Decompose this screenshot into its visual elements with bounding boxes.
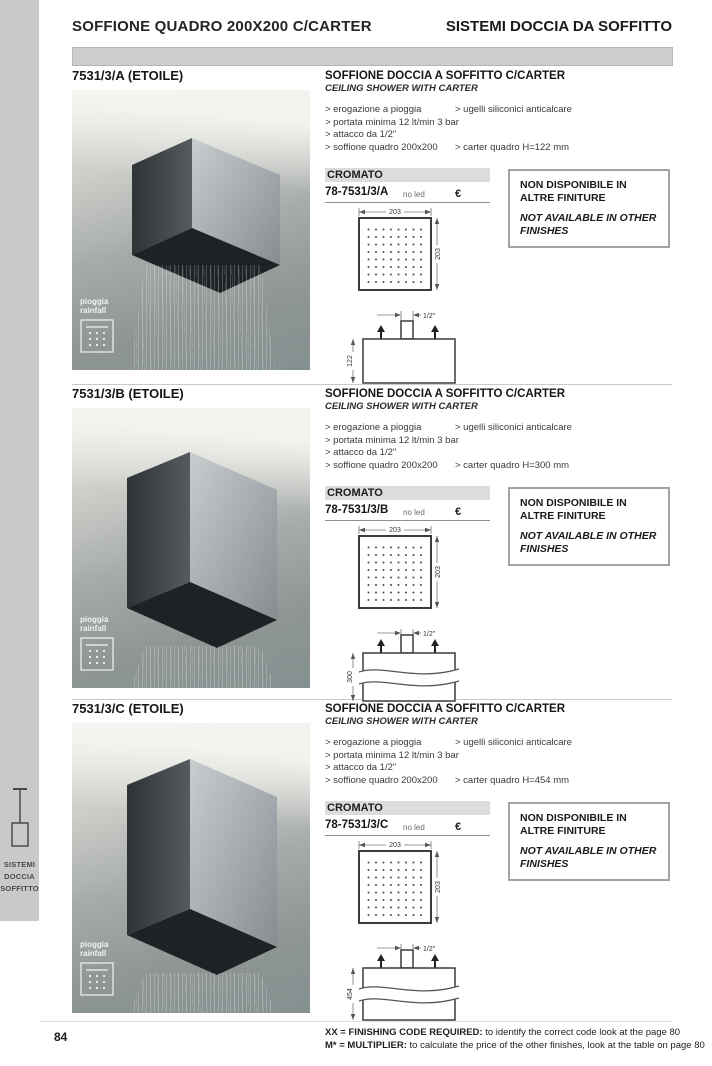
product-photo (72, 90, 310, 370)
feature-item: > soffione quadro 200x200 (325, 141, 438, 153)
product-info-column (325, 70, 672, 367)
footer-legend (325, 1026, 705, 1052)
article-code: 78-7531/3/A (325, 186, 389, 198)
product-subtitle: CEILING SHOWER WITH CARTER (325, 83, 478, 94)
side-view-drawing (343, 625, 473, 705)
availability-box (508, 169, 670, 248)
sidebar-label (0, 859, 39, 895)
legend-text: to calculate the price of the other finishes, look at the table on page 80 (409, 1040, 705, 1051)
dim-connection: 1/2" (423, 631, 436, 638)
led-note: no led (403, 190, 425, 199)
feature-item: > carter quadro H=454 mm (455, 774, 570, 786)
product-info-column (325, 388, 672, 683)
rain-spray (130, 973, 275, 1013)
rain-badge (80, 615, 114, 676)
sidebar-label-line: SISTEMI (3, 860, 36, 869)
sidebar-label-line: SOFFITTO (0, 884, 39, 893)
dim-height: 300 (347, 671, 354, 683)
dim-connection: 1/2" (423, 946, 436, 953)
rain-mode-icon (80, 962, 114, 1001)
dim-depth: 203 (435, 248, 442, 260)
finish-bar: CROMATO (325, 486, 490, 500)
legend-line (325, 1026, 705, 1039)
feature-item: > attacco da 1/2" (325, 762, 397, 773)
feature-item: > attacco da 1/2" (325, 129, 397, 140)
product-section-c (72, 701, 672, 1019)
feature-item: > ugelli siliconici anticalcare (455, 737, 572, 748)
technical-drawing (343, 837, 473, 1024)
product-code-title: 7531/3/B (ETOILE) (72, 386, 184, 401)
price-row (325, 504, 490, 521)
ceiling-shower-icon (7, 786, 33, 850)
article-code: 78-7531/3/C (325, 819, 389, 831)
product-section-a (72, 68, 672, 384)
dim-depth: 203 (435, 881, 442, 893)
finish-bar: CROMATO (325, 168, 490, 182)
availability-it: NON DISPONIBILE IN ALTRE FINITURE (520, 497, 627, 522)
rain-badge (80, 297, 114, 358)
legend-code: M* = MULTIPLIER: (325, 1040, 407, 1051)
finish-bar: CROMATO (325, 801, 490, 815)
availability-en: NOT AVAILABLE IN OTHER FINISHES (520, 845, 657, 870)
top-view-drawing (343, 522, 455, 618)
page-title: SOFFIONE QUADRO 200X200 C/CARTER (72, 18, 372, 35)
legend-line (325, 1039, 705, 1052)
dim-width: 203 (389, 842, 401, 849)
badge-label: rainfall (80, 306, 107, 315)
badge-label: rainfall (80, 949, 107, 958)
legend-text: to identify the correct code look at the page 80 (485, 1027, 681, 1038)
technical-drawing (343, 522, 473, 705)
availability-box (508, 487, 670, 566)
product-info-column (325, 703, 672, 1000)
rain-spray (130, 646, 275, 688)
category-title: SISTEMI DOCCIA DA SOFFITTO (445, 18, 672, 35)
availability-box (508, 802, 670, 881)
product-title: SOFFIONE DOCCIA A SOFFITTO C/CARTER (325, 388, 566, 400)
dim-height: 122 (347, 355, 354, 367)
product-photo (72, 723, 310, 1013)
dim-width: 203 (389, 209, 401, 216)
availability-en: NOT AVAILABLE IN OTHER FINISHES (520, 530, 657, 555)
feature-item: > attacco da 1/2" (325, 447, 397, 458)
top-view-drawing (343, 204, 455, 300)
feature-item: > carter quadro H=122 mm (455, 141, 570, 153)
product-subtitle: CEILING SHOWER WITH CARTER (325, 716, 478, 727)
currency-symbol: € (455, 506, 462, 518)
feature-item: > ugelli siliconici anticalcare (455, 104, 572, 115)
availability-it: NON DISPONIBILE IN ALTRE FINITURE (520, 179, 627, 204)
sidebar-category-tab (0, 786, 39, 895)
rain-mode-icon (80, 319, 114, 358)
feature-item: > erogazione a pioggia (325, 422, 422, 433)
header-bar (72, 47, 673, 66)
badge-label: pioggia (80, 297, 109, 306)
page-header (72, 18, 672, 35)
product-photo (72, 408, 310, 688)
availability-en: NOT AVAILABLE IN OTHER FINISHES (520, 212, 657, 237)
side-view-drawing (343, 307, 473, 387)
feature-list (325, 104, 672, 154)
dim-depth: 203 (435, 566, 442, 578)
sidebar-label-line: DOCCIA (4, 872, 35, 881)
feature-item: > portata minima 12 lt/min 3 bar (325, 749, 459, 761)
side-view-drawing (343, 940, 473, 1024)
feature-item: > soffione quadro 200x200 (325, 774, 438, 786)
feature-list (325, 422, 672, 472)
price-row (325, 819, 490, 836)
dim-width: 203 (389, 527, 401, 534)
top-view-drawing (343, 837, 455, 933)
product-code-title: 7531/3/C (ETOILE) (72, 701, 184, 716)
product-title: SOFFIONE DOCCIA A SOFFITTO C/CARTER (325, 70, 566, 82)
feature-item: > carter quadro H=300 mm (455, 459, 570, 471)
rain-spray (130, 265, 275, 370)
price-row (325, 186, 490, 203)
led-note: no led (403, 823, 425, 832)
currency-symbol: € (455, 821, 462, 833)
feature-item: > soffione quadro 200x200 (325, 459, 438, 471)
feature-item: > portata minima 12 lt/min 3 bar (325, 116, 459, 128)
feature-item: > portata minima 12 lt/min 3 bar (325, 434, 459, 446)
badge-label: pioggia (80, 940, 109, 949)
article-code: 78-7531/3/B (325, 504, 389, 516)
dim-connection: 1/2" (423, 313, 436, 320)
technical-drawing (343, 204, 473, 387)
product-code-title: 7531/3/A (ETOILE) (72, 68, 184, 83)
product-subtitle: CEILING SHOWER WITH CARTER (325, 401, 478, 412)
product-section-b (72, 386, 672, 699)
feature-item: > erogazione a pioggia (325, 737, 422, 748)
led-note: no led (403, 508, 425, 517)
feature-item: > erogazione a pioggia (325, 104, 422, 115)
feature-item: > ugelli siliconici anticalcare (455, 422, 572, 433)
availability-it: NON DISPONIBILE IN ALTRE FINITURE (520, 812, 627, 837)
page-number: 84 (54, 1030, 68, 1044)
feature-list (325, 737, 672, 787)
legend-code: XX = FINISHING CODE REQUIRED: (325, 1027, 483, 1038)
rain-mode-icon (80, 637, 114, 676)
badge-label: rainfall (80, 624, 107, 633)
product-title: SOFFIONE DOCCIA A SOFFITTO C/CARTER (325, 703, 566, 715)
currency-symbol: € (455, 188, 462, 200)
sidebar (0, 0, 39, 921)
dim-height: 454 (347, 988, 354, 1000)
badge-label: pioggia (80, 615, 109, 624)
rain-badge (80, 940, 114, 1001)
